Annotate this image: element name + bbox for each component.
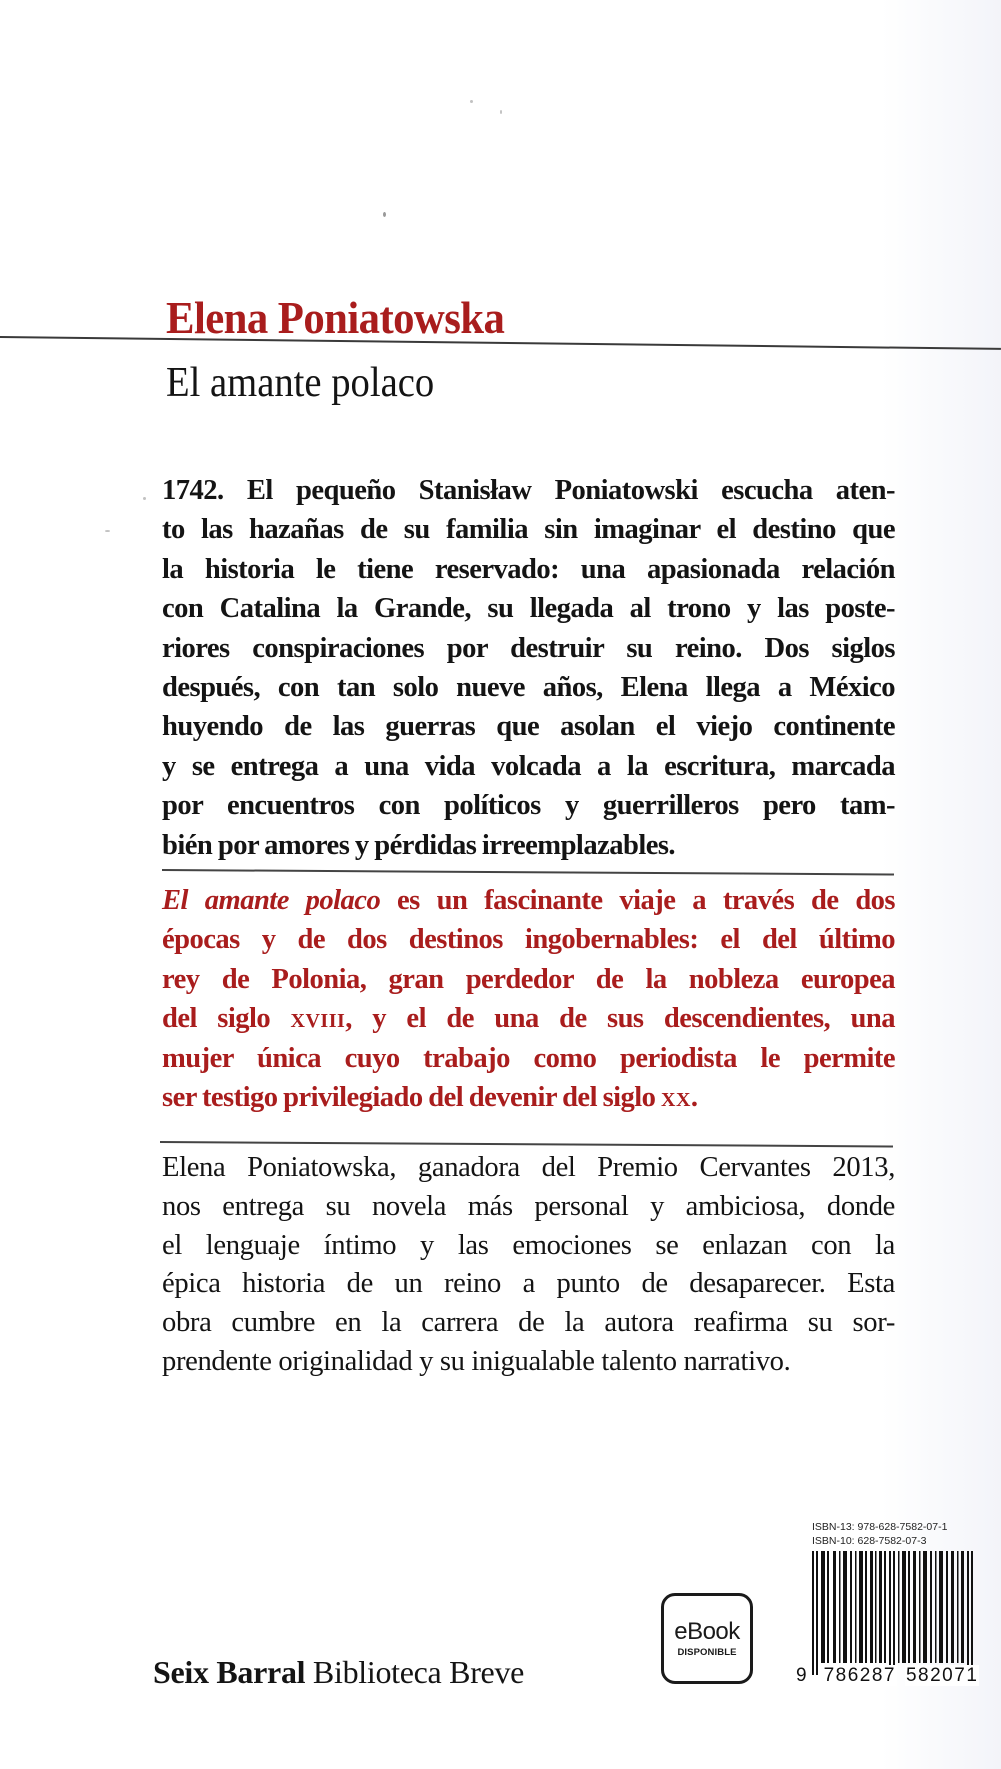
- isbn-10: ISBN-10: 628-7582-07-3: [812, 1535, 927, 1547]
- barcode-digit-first: 9: [796, 1665, 807, 1686]
- about-line: obra cumbre en la carrera de la autora reafirma su sor-: [162, 1307, 895, 1339]
- dust-speck: [470, 100, 473, 103]
- barcode-digits-left: 786287: [823, 1665, 896, 1686]
- ebook-label: eBook: [674, 1617, 740, 1645]
- about-line: Elena Poniatowska, ganadora del Premio Cervantes 2013,: [162, 1152, 895, 1183]
- roman-numeral: xviii: [290, 1003, 346, 1035]
- dust-speck: [105, 530, 110, 532]
- dust-speck: [383, 212, 386, 217]
- highlight-text: es un fascinante viaje a través de dos: [380, 885, 895, 916]
- synopsis-line: bién por amores y pérdidas irreemplazables.: [162, 829, 676, 861]
- synopsis-line: por encuentros con políticos y guerrilleros pero tam-: [162, 790, 895, 822]
- highlight-paragraph: [162, 881, 895, 1117]
- highlight-line: mujer única cuyo trabajo como periodista le permite: [162, 1042, 895, 1074]
- synopsis-line: y se entrega a una vida volcada a la escritura, marcada: [162, 750, 895, 782]
- synopsis-line: 1742. El pequeño Stanisław Poniatowski escucha aten-: [162, 475, 895, 506]
- section-divider: [162, 869, 894, 875]
- highlight-line: rey de Polonia, gran perdedor de la nobleza europea: [162, 963, 895, 995]
- synopsis-line: la historia le tiene reservado: una apasionada relación: [162, 553, 895, 585]
- collection-name: Biblioteca Breve: [305, 1654, 525, 1690]
- barcode-digits-right: 582071: [905, 1665, 979, 1686]
- highlight-text: .: [690, 1082, 698, 1114]
- dust-speck: [143, 497, 146, 500]
- about-line: el lenguaje íntimo y las emociones se enlazan con la: [162, 1229, 895, 1261]
- highlight-line: [162, 1078, 895, 1117]
- highlight-text: , y el de una de sus descendientes, una: [345, 1003, 895, 1035]
- highlight-line: épocas y de dos destinos ingobernables: el del último: [162, 924, 895, 956]
- book-title-italic: El amante polaco: [162, 885, 381, 916]
- section-divider: [160, 1141, 893, 1147]
- about-line: nos entrega su novela más personal y ambiciosa, donde: [162, 1190, 895, 1222]
- author-name: Elena Poniatowska: [166, 293, 505, 343]
- highlight-line: [162, 999, 895, 1038]
- about-line: épica historia de un reino a punto de desaparecer. Esta: [162, 1268, 895, 1300]
- synopsis-line: huyendo de las guerras que asolan el viejo continente: [162, 711, 895, 743]
- ebook-badge: [661, 1593, 753, 1684]
- dust-speck: [500, 110, 502, 114]
- barcode-icon: [812, 1551, 974, 1675]
- barcode-digits: [795, 1666, 979, 1685]
- highlight-text: ser testigo privilegiado del devenir del siglo: [162, 1082, 662, 1114]
- ebook-sublabel: DISPONIBLE: [677, 1646, 737, 1658]
- isbn-13: ISBN-13: 978-628-7582-07-1: [812, 1521, 948, 1533]
- synopsis-line: to las hazañas de su familia sin imaginar el destino que: [162, 514, 895, 546]
- synopsis-line: con Catalina la Grande, su llegada al trono y las poste-: [162, 593, 895, 625]
- publisher-name: Seix Barral: [153, 1654, 306, 1690]
- publisher-imprint: [153, 1656, 524, 1688]
- highlight-text: del siglo: [162, 1003, 291, 1035]
- synopsis-paragraph: [162, 471, 895, 865]
- about-line: prendente originalidad y su inigualable talento narrativo.: [162, 1345, 791, 1377]
- book-title: El amante polaco: [166, 360, 435, 406]
- synopsis-line: después, con tan solo nueve años, Elena llega a México: [162, 672, 895, 704]
- about-paragraph: [162, 1149, 895, 1382]
- highlight-line: [162, 881, 895, 920]
- roman-numeral: xx: [661, 1082, 691, 1114]
- synopsis-line: riores conspiraciones por destruir su reino. Dos siglos: [162, 632, 895, 664]
